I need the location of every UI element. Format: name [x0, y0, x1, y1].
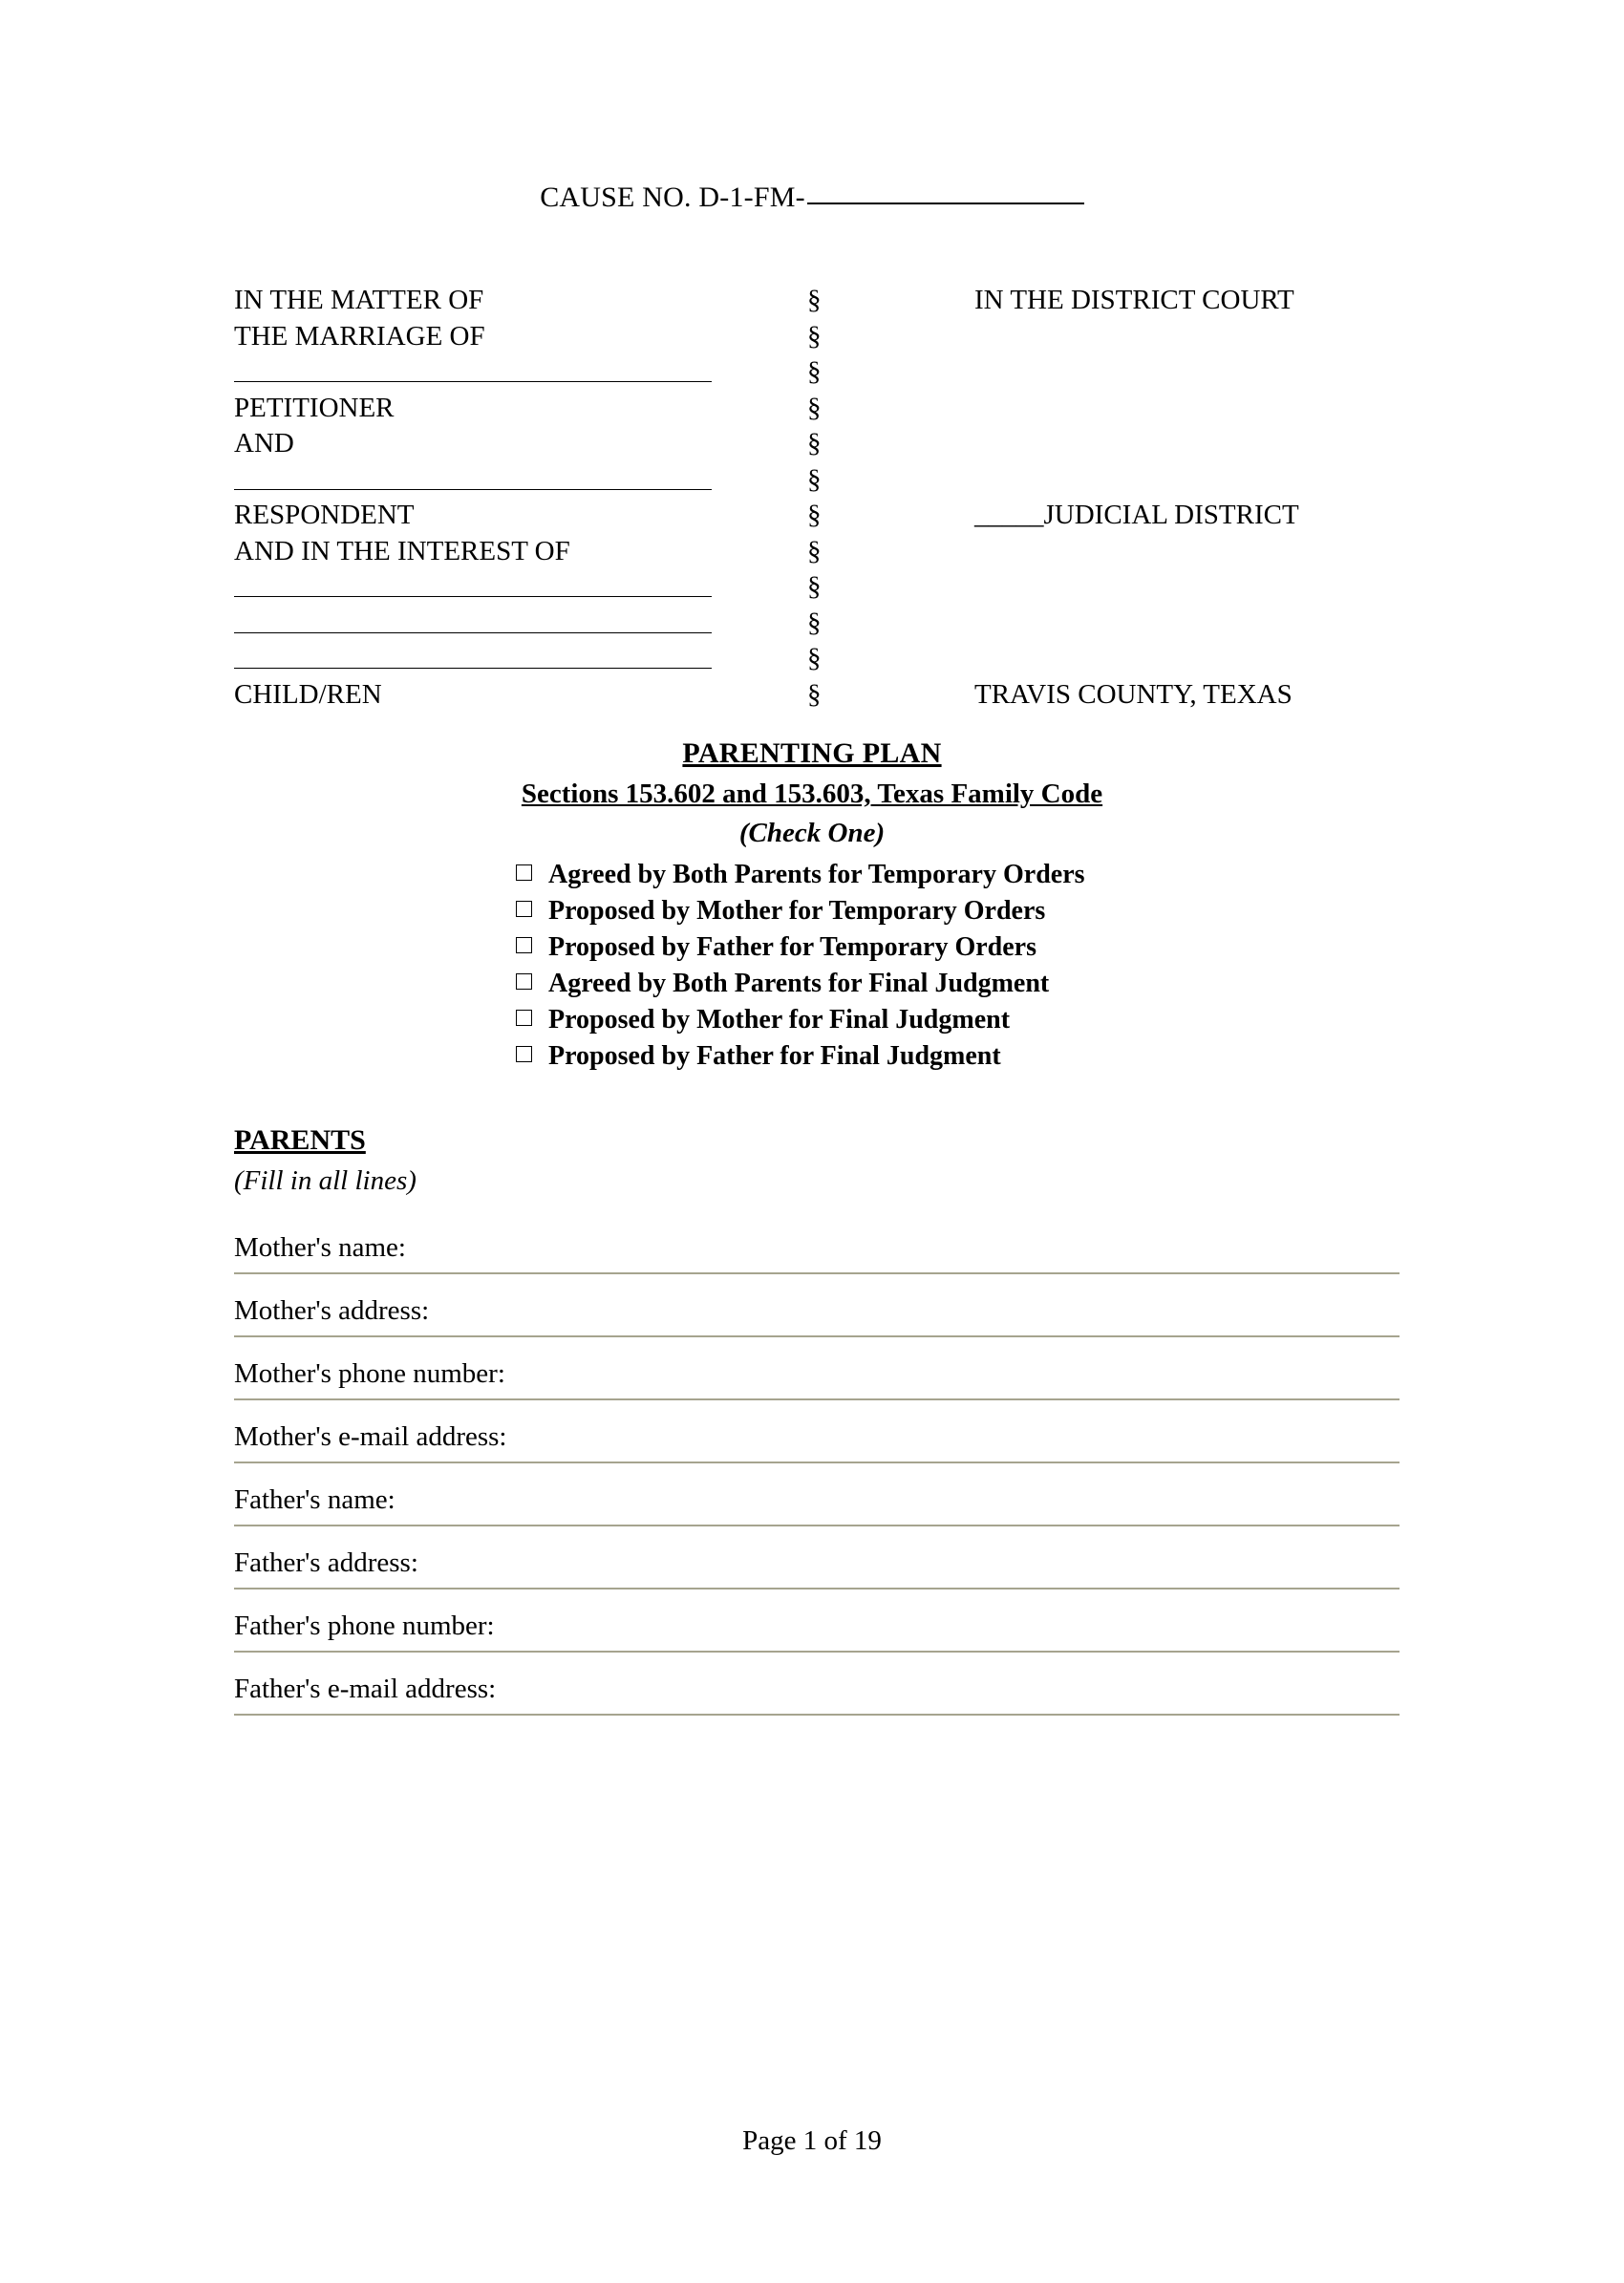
parents-fields: [0, 1231, 1624, 1716]
checkbox-icon[interactable]: [516, 1010, 532, 1026]
section-symbol: §: [807, 607, 822, 638]
checkbox-icon[interactable]: [516, 864, 532, 881]
form-field[interactable]: [234, 1673, 1400, 1716]
caption-blank-line[interactable]: [234, 569, 712, 597]
checkbox-option[interactable]: [516, 893, 1624, 929]
caption-right-text: [974, 606, 1409, 642]
caption-right-text: [974, 319, 1409, 355]
check-one-instruction: (Check One): [738, 818, 886, 848]
cause-number-label: CAUSE NO. D-1-FM-: [540, 181, 805, 213]
caption-row: [234, 606, 1409, 642]
case-caption: [0, 283, 1624, 713]
caption-right-text: [974, 569, 1409, 606]
form-field-label: Father's address:: [234, 1547, 418, 1578]
caption-right-text: [974, 391, 1409, 427]
section-symbol: §: [807, 463, 822, 495]
section-symbol: §: [807, 392, 822, 423]
caption-blank-line[interactable]: [234, 606, 712, 633]
caption-table: [234, 283, 1409, 713]
caption-row: [234, 677, 1409, 714]
caption-left-text: AND IN THE INTEREST OF: [234, 535, 570, 566]
checkbox-option[interactable]: [516, 1002, 1624, 1038]
caption-blank-line[interactable]: [234, 354, 712, 382]
caption-right-text: _____JUDICIAL DISTRICT: [974, 500, 1299, 530]
document-page: [0, 181, 1624, 2283]
caption-left-text: CHILD/REN: [234, 678, 382, 710]
caption-row: [234, 283, 1409, 319]
checkbox-icon[interactable]: [516, 901, 532, 917]
page-footer: Page 1 of 19: [742, 2125, 882, 2156]
checkbox-label: Agreed by Both Parents for Final Judgment: [548, 969, 1050, 998]
form-field-label: Mother's phone number:: [234, 1358, 505, 1389]
form-field[interactable]: [234, 1231, 1400, 1274]
caption-right-text: [974, 641, 1409, 677]
checkbox-label: Proposed by Father for Final Judgment: [548, 1041, 1001, 1071]
form-field-label: Father's name:: [234, 1484, 395, 1515]
checkbox-label: Proposed by Father for Temporary Orders: [548, 932, 1036, 962]
form-field[interactable]: [234, 1294, 1400, 1337]
caption-row: [234, 319, 1409, 355]
caption-row: [234, 391, 1409, 427]
form-field[interactable]: [234, 1357, 1400, 1400]
cause-number-blank[interactable]: [807, 202, 1084, 204]
caption-blank-line[interactable]: [234, 641, 712, 669]
checkbox-icon[interactable]: [516, 973, 532, 990]
caption-row: [234, 569, 1409, 606]
caption-left-text: RESPONDENT: [234, 500, 415, 530]
checkbox-label: Agreed by Both Parents for Temporary Orders: [548, 860, 1085, 889]
section-symbol: §: [807, 643, 822, 673]
caption-right-text: [974, 534, 1409, 570]
caption-right-text: [974, 426, 1409, 462]
caption-left-text: AND: [234, 428, 294, 459]
checkbox-icon[interactable]: [516, 1046, 532, 1062]
caption-row: [234, 354, 1409, 391]
document-subtitle: Sections 153.602 and 153.603, Texas Family Code: [521, 779, 1103, 809]
form-field-label: Mother's e-mail address:: [234, 1421, 507, 1452]
parenting-plan-type-options: [0, 857, 1624, 1075]
section-symbol: §: [807, 500, 822, 530]
form-field-label: Father's phone number:: [234, 1611, 495, 1641]
form-field[interactable]: [234, 1483, 1400, 1526]
form-field-label: Mother's address:: [234, 1295, 430, 1326]
caption-right-text: [974, 462, 1409, 499]
section-symbol: §: [807, 356, 822, 387]
parents-heading: PARENTS: [234, 1124, 366, 1156]
section-symbol: §: [807, 571, 822, 602]
caption-right-text: TRAVIS COUNTY, TEXAS: [974, 678, 1293, 710]
section-symbol: §: [807, 320, 822, 352]
checkbox-label: Proposed by Mother for Final Judgment: [548, 1005, 1011, 1035]
checkbox-option[interactable]: [516, 1038, 1624, 1075]
caption-row: [234, 462, 1409, 499]
caption-left-text: PETITIONER: [234, 392, 395, 423]
caption-row: [234, 498, 1409, 534]
caption-right-text: IN THE DISTRICT COURT: [974, 285, 1294, 315]
caption-right-text: [974, 354, 1409, 391]
form-field[interactable]: [234, 1547, 1400, 1590]
cause-number-line: [0, 181, 1624, 214]
form-field-label: Father's e-mail address:: [234, 1674, 497, 1704]
document-title: PARENTING PLAN: [682, 737, 942, 769]
section-symbol: §: [807, 678, 822, 710]
checkbox-option[interactable]: [516, 966, 1624, 1002]
caption-row: [234, 426, 1409, 462]
form-field-label: Mother's name:: [234, 1232, 406, 1263]
form-field[interactable]: [234, 1420, 1400, 1463]
checkbox-icon[interactable]: [516, 937, 532, 953]
section-symbol: §: [807, 285, 822, 315]
checkbox-label: Proposed by Mother for Temporary Orders: [548, 896, 1046, 926]
section-symbol: §: [807, 428, 822, 459]
section-symbol: §: [807, 535, 822, 566]
caption-left-text: THE MARRIAGE OF: [234, 320, 485, 352]
caption-row: [234, 534, 1409, 570]
title-block: [0, 737, 1624, 849]
form-field[interactable]: [234, 1610, 1400, 1653]
checkbox-option[interactable]: [516, 929, 1624, 966]
caption-row: [234, 641, 1409, 677]
caption-blank-line[interactable]: [234, 462, 712, 490]
parents-instruction: (Fill in all lines): [234, 1165, 417, 1196]
caption-left-text: IN THE MATTER OF: [234, 285, 484, 315]
checkbox-option[interactable]: [516, 857, 1624, 893]
